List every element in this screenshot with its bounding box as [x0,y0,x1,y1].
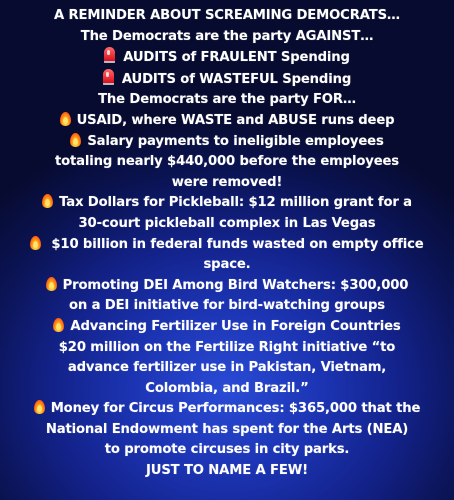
line-text: USAID, where WASTE and ABUSE runs deep [76,112,395,128]
against-heading [4,27,450,48]
line-text: $10 billion in federal funds wasted on empty office [51,236,424,252]
for-item-continued [4,173,450,194]
for-item [4,276,450,297]
for-item [4,111,450,132]
for-item-continued [4,379,450,400]
fire-icon [34,400,45,414]
line-text: Advancing Fertilizer Use in Foreign Countries [70,318,401,334]
for-item-continued [4,255,450,276]
for-heading [4,90,450,111]
line-text: space. [203,257,251,273]
line-text: AUDITS of WASTEFUL Spending [121,71,352,87]
line-text: AUDITS of FRAULENT Spending [123,50,350,66]
line-text: Promoting DEI Among Bird Watchers: $300,000 [62,277,409,293]
fire-icon [30,236,41,250]
fire-icon [46,277,57,291]
line-text: A REMINDER ABOUT SCREAMING DEMOCRATS… [54,8,400,23]
for-item-continued [4,296,450,317]
fire-icon [60,112,71,126]
line-text: to promote circuses in city parks. [104,442,350,458]
fire-icon [42,194,53,208]
for-item-continued [4,358,450,379]
against-item [4,47,450,69]
line-text: $20 million on the Fertilize Right initiative “to [58,339,396,355]
for-item [4,317,450,338]
line-text: Money for Circus Performances: $365,000 that the [50,401,421,417]
line-text: Colombia, and Brazil.” [145,380,309,396]
for-item-continued [4,338,450,359]
for-item-continued [4,214,450,235]
line-text: Salary payments to ineligible employees [87,133,384,149]
for-item-continued [4,152,450,173]
line-text: Tax Dollars for Pickleball: $12 million grant for a [59,195,412,211]
against-item [4,69,450,91]
line-text: The Democrats are the party AGAINST… [80,28,374,44]
for-item [4,235,450,256]
for-item [4,399,450,420]
for-item-continued [4,440,450,461]
siren-icon [103,69,114,85]
line-text: JUST TO NAME A FEW! [146,463,308,479]
for-item-continued [4,420,450,441]
for-item [4,132,450,153]
line-text: 30-court pickleball complex in Las Vegas [78,215,376,231]
line-text: totaling nearly $440,000 before the employees [54,154,400,170]
for-item [4,193,450,214]
line-text: National Endowment has spent for the Arts (NEA) [45,421,409,437]
fire-icon [53,318,64,332]
closing-line [4,461,450,482]
headline [4,6,450,27]
fire-icon [70,133,81,147]
line-text: advance fertilizer use in Pakistan, Vietnam, [67,360,387,376]
line-text: on a DEI initiative for bird-watching groups [69,298,385,314]
siren-icon [104,47,115,63]
line-text: were removed! [171,174,283,190]
line-text: The Democrats are the party FOR… [98,92,356,108]
